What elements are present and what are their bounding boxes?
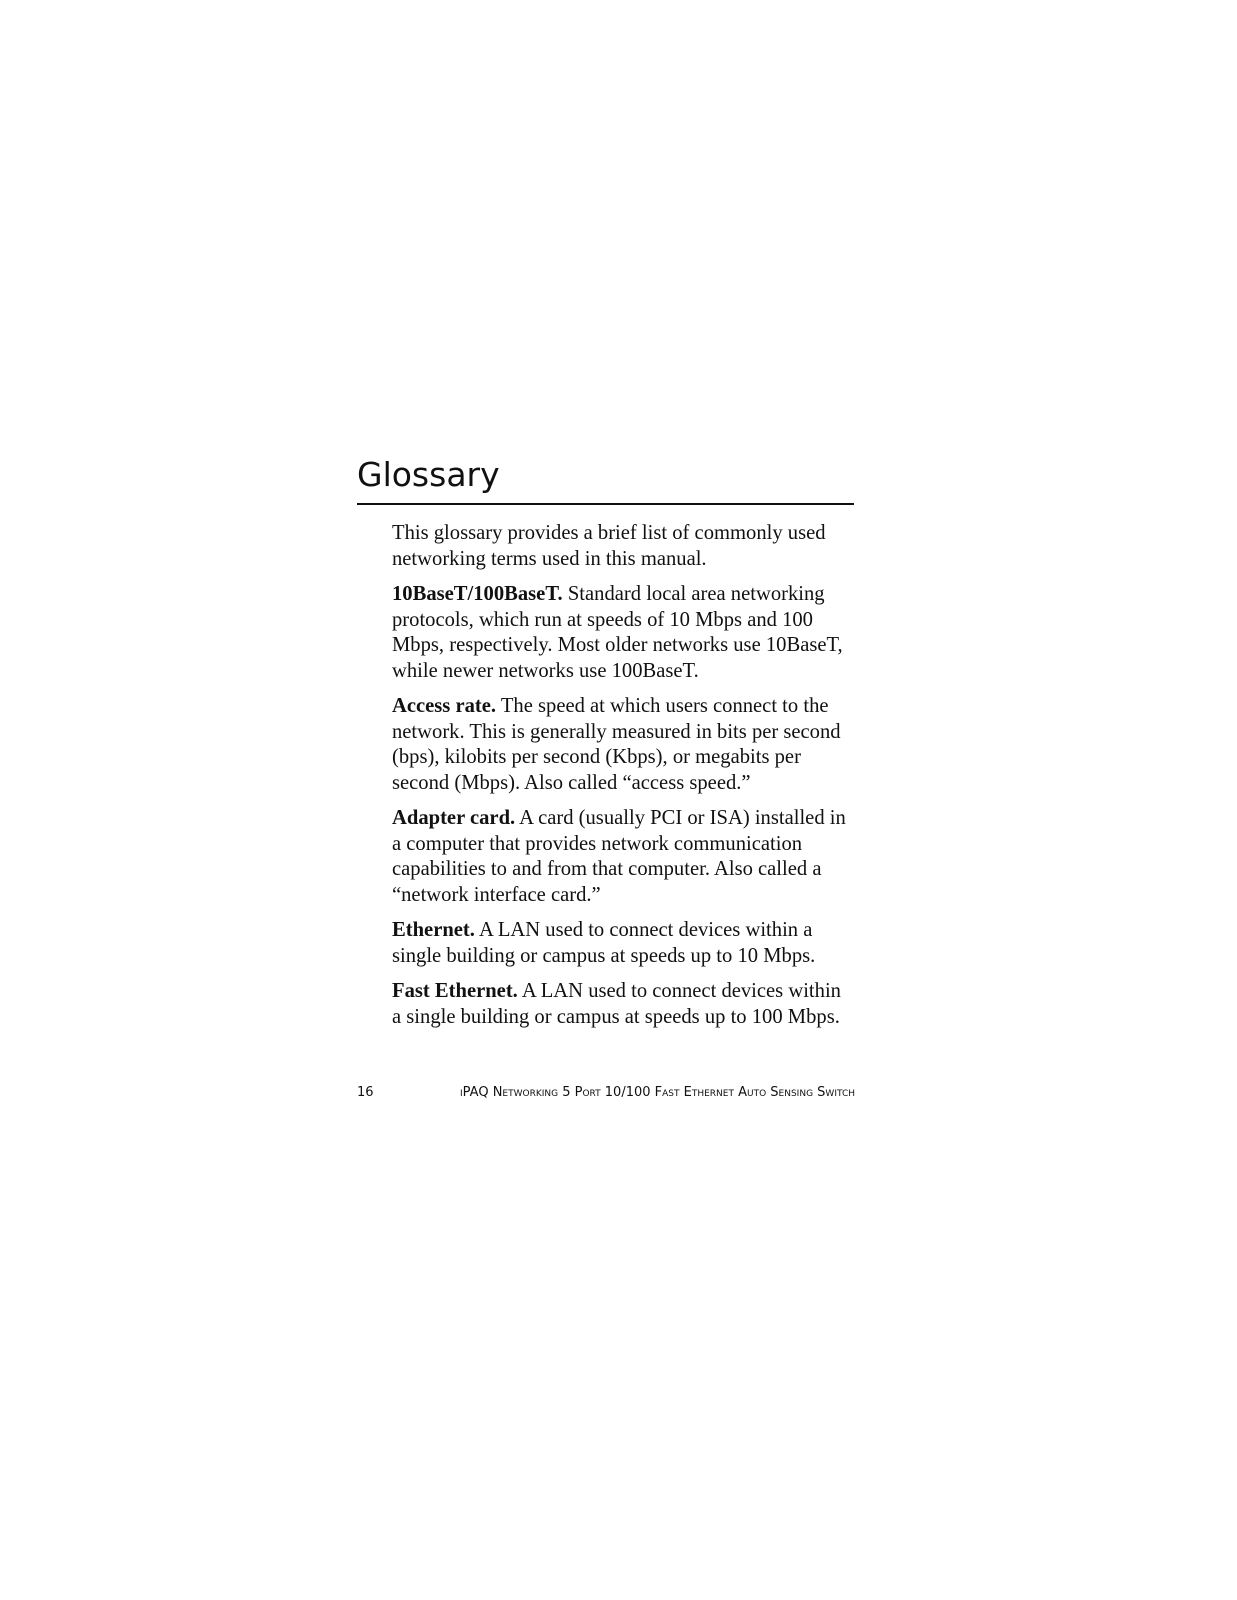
- page-number: 16: [357, 1085, 374, 1100]
- glossary-content: [392, 521, 854, 1030]
- running-title: iPAQ Networking 5 Port 10/100 Fast Ethernet Auto Sensing Switch: [460, 1085, 855, 1100]
- glossary-term: Fast Ethernet.: [392, 980, 518, 1002]
- glossary-entry: [392, 806, 854, 908]
- glossary-definition: The speed at which users connect to the network. This is generally measured in bits per second (bps), kilobits per second (Kbps), or megabits per second (Mbps). Also called “access speed.”: [392, 695, 841, 794]
- glossary-term: Adapter card.: [392, 807, 516, 829]
- glossary-term: Access rate.: [392, 695, 497, 717]
- title-rule: [357, 503, 854, 505]
- glossary-term: Ethernet.: [392, 919, 475, 941]
- glossary-entry: [392, 582, 854, 684]
- page-footer: [357, 1083, 855, 1103]
- glossary-intro: This glossary provides a brief list of commonly used networking terms used in this manual.: [392, 522, 826, 570]
- glossary-definition: A LAN used to connect devices within a single building or campus at speeds up to 100 Mbps.: [392, 980, 841, 1028]
- glossary-term: 10BaseT/100BaseT.: [392, 583, 563, 605]
- glossary-definition: A card (usually PCI or ISA) installed in a computer that provides network communication capabilities to and from that computer. Also called a “network interface card.”: [392, 807, 846, 906]
- glossary-entry: [392, 694, 854, 796]
- glossary-section: [357, 452, 854, 1040]
- glossary-definition: A LAN used to connect devices within a single building or campus at speeds up to 10 Mbps.: [392, 919, 816, 967]
- glossary-entry: [392, 979, 854, 1030]
- glossary-entry: [392, 918, 854, 969]
- page-title: Glossary: [357, 455, 500, 494]
- glossary-definition: Standard local area networking protocols, which run at speeds of 10 Mbps and 100 Mbps, respectively. Most older networks use 10BaseT, while newer networks use 100BaseT.: [392, 583, 843, 682]
